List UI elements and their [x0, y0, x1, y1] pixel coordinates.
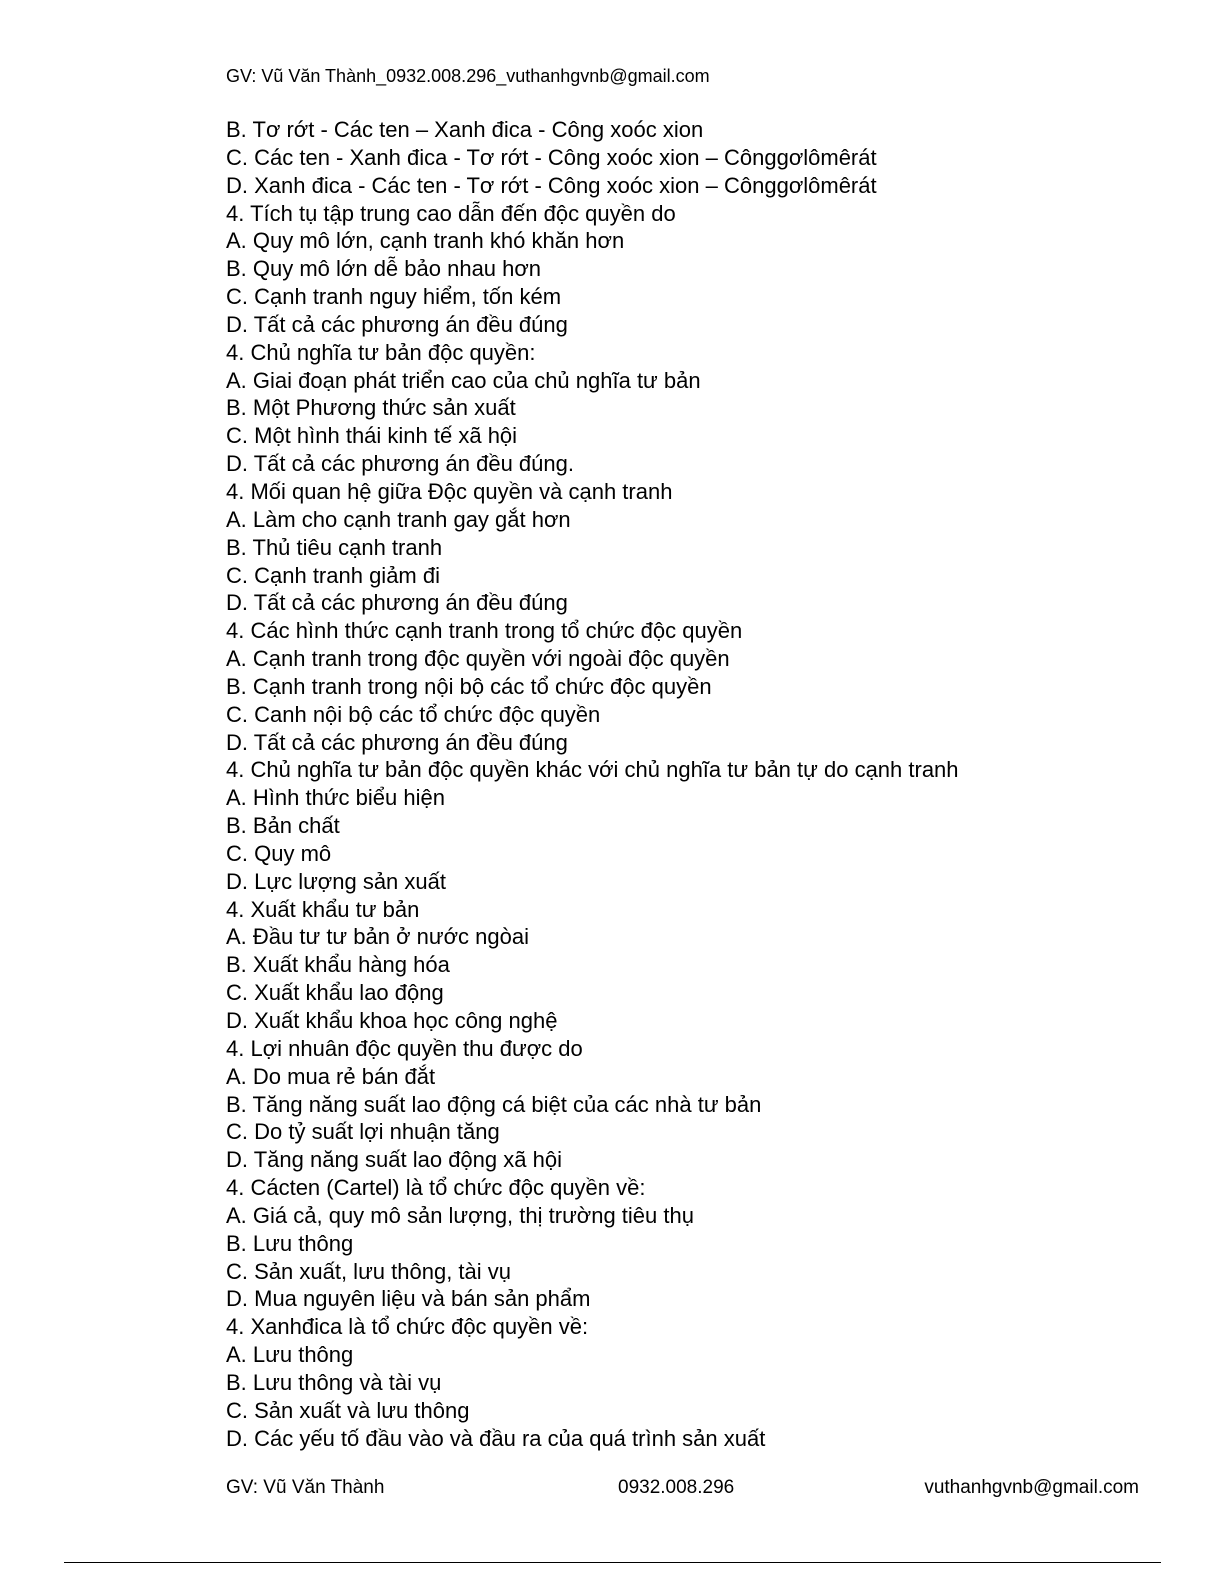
question-line: 4. Xuất khẩu tư bản: [226, 896, 420, 922]
answer-option: A. Giá cả, quy mô sản lượng, thị trường tiêu thụ: [226, 1202, 694, 1228]
question-line: 4. Cácten (Cartel) là tổ chức độc quyền về:: [226, 1175, 646, 1201]
answer-option: D. Xuất khẩu khoa học công nghệ: [226, 1008, 558, 1033]
answer-option: C. Các ten - Xanh đica - Tơ rớt - Công xoóc xion – Cônggơlômêrát: [226, 144, 877, 170]
question-line: 4. Các hình thức cạnh tranh trong tổ chức độc quyền: [226, 618, 743, 644]
answer-option: A. Cạnh tranh trong độc quyền với ngoài độc quyền: [226, 646, 730, 672]
quiz-content: [226, 116, 1206, 1453]
question-line: 4. Chủ nghĩa tư bản độc quyền khác với chủ nghĩa tư bản tự do cạnh tranh: [226, 757, 959, 783]
answer-option: D. Tất cả các phương án đều đúng: [226, 590, 568, 616]
answer-option: B. Quy mô lớn dễ bảo nhau hơn: [226, 256, 542, 282]
answer-option: D. Mua nguyên liệu và bán sản phẩm: [226, 1286, 591, 1312]
answer-option: B. Bản chất: [226, 813, 340, 839]
answer-option: C. Xuất khẩu lao động: [226, 980, 444, 1006]
answer-option: A. Quy mô lớn, cạnh tranh khó khăn hơn: [226, 228, 625, 254]
answer-option: C. Do tỷ suất lợi nhuận tăng: [226, 1119, 500, 1145]
answer-option: A. Làm cho cạnh tranh gay gắt hơn: [226, 506, 571, 532]
answer-option: C. Một hình thái kinh tế xã hội: [226, 423, 518, 449]
answer-option: D. Tất cả các phương án đều đúng: [226, 311, 568, 337]
answer-option: D. Xanh đica - Các ten - Tơ rớt - Công xoóc xion – Cônggơlômêrát: [226, 172, 877, 198]
answer-option: D. Lực lượng sản xuất: [226, 868, 446, 894]
page-footer: [226, 1474, 1139, 1502]
answer-option: B. Tăng năng suất lao động cá biệt của các nhà tư bản: [226, 1091, 762, 1117]
answer-option: D. Tăng năng suất lao động xã hội: [226, 1147, 562, 1173]
answer-option: B. Tơ rớt - Các ten – Xanh đica - Công xoóc xion: [226, 117, 704, 142]
footer-teacher-name: GV: Vũ Văn Thành: [226, 1477, 385, 1498]
answer-option: A. Đầu tư tư bản ở nước ngòai: [226, 924, 529, 950]
bottom-divider: [64, 1562, 1161, 1563]
answer-option: B. Cạnh tranh trong nội bộ các tổ chức độc quyền: [226, 673, 712, 699]
answer-option: C. Sản xuất, lưu thông, tài vụ: [226, 1258, 512, 1284]
answer-option: B. Một Phương thức sản xuất: [226, 395, 516, 421]
answer-option: B. Thủ tiêu cạnh tranh: [226, 534, 443, 560]
answer-option: A. Do mua rẻ bán đắt: [226, 1063, 436, 1089]
answer-option: C. Canh nội bộ các tổ chức độc quyền: [226, 701, 601, 727]
answer-option: D. Các yếu tố đầu vào và đầu ra của quá trình sản xuất: [226, 1425, 766, 1451]
question-line: 4. Xanhđica là tổ chức độc quyền về:: [226, 1314, 589, 1340]
answer-option: A. Lưu thông: [226, 1342, 354, 1368]
answer-option: C. Cạnh tranh nguy hiểm, tốn kém: [226, 284, 562, 310]
answer-option: B. Lưu thông và tài vụ: [226, 1369, 442, 1395]
answer-option: C. Quy mô: [226, 840, 332, 866]
answer-option: A. Hình thức biểu hiện: [226, 785, 445, 811]
answer-option: A. Giai đoạn phát triển cao của chủ nghĩa tư bản: [226, 367, 701, 393]
answer-option: D. Tất cả các phương án đều đúng.: [226, 451, 574, 477]
question-line: 4. Mối quan hệ giữa Độc quyền và cạnh tranh: [226, 478, 673, 504]
answer-option: C. Sản xuất và lưu thông: [226, 1397, 470, 1423]
footer-email: vuthanhgvnb@gmail.com: [924, 1477, 1139, 1498]
question-line: 4. Chủ nghĩa tư bản độc quyền:: [226, 339, 536, 365]
answer-option: C. Cạnh tranh giảm đi: [226, 562, 440, 588]
question-line: 4. Lợi nhuân độc quyền thu được do: [226, 1035, 583, 1061]
answer-option: B. Lưu thông: [226, 1230, 354, 1256]
answer-option: D. Tất cả các phương án đều đúng: [226, 729, 568, 755]
answer-option: B. Xuất khẩu hàng hóa: [226, 952, 450, 978]
page-header: GV: Vũ Văn Thành_0932.008.296_vuthanhgvnb@gmail.com: [226, 66, 710, 86]
question-line: 4. Tích tụ tập trung cao dẫn đến độc quyền do: [226, 200, 676, 226]
footer-phone: 0932.008.296: [618, 1477, 735, 1498]
